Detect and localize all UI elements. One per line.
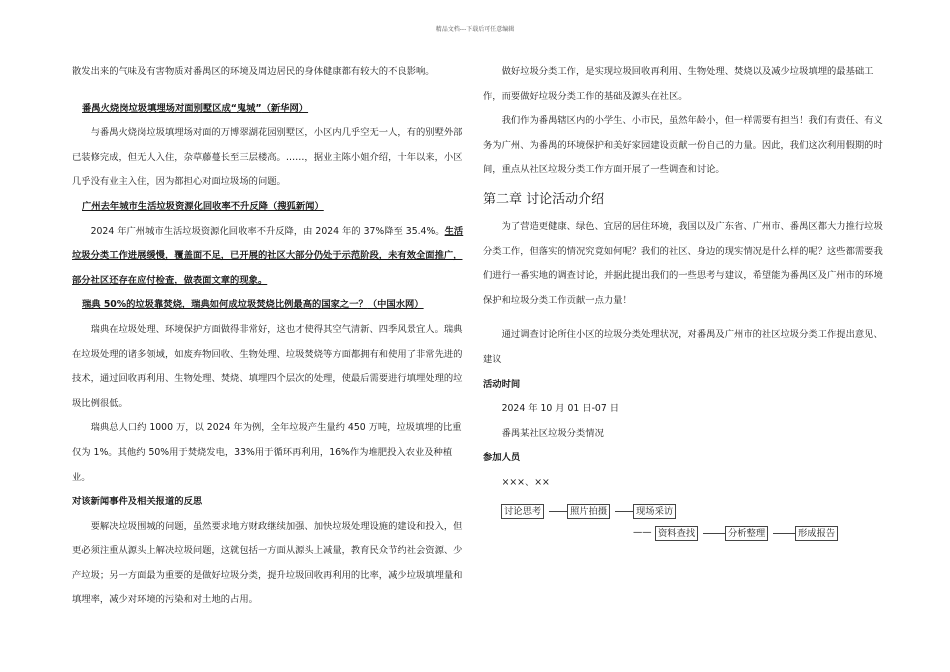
flow-step: 分析整理 xyxy=(725,526,768,541)
paragraph: 与番禺火烧岗垃圾填埋场对面的万博翠湖花园别墅区，小区内几乎空无一人，有的别墅外部已装修完成，但无人入住，杂草藤蔓长至三层楼高。……，据业主陈小姐介绍，十年以来，小区几乎没有业主入住，因为都担心对面垃圾场的问题。 xyxy=(72,127,463,188)
news-headline-3: 瑞典 50%的垃圾靠焚烧，瑞典如何成垃圾焚烧比例最高的国家之一？（中国水网） xyxy=(82,299,424,311)
paragraph: 我们作为番禺辖区内的小学生、小市民，虽然年龄小，但一样需要有担当！我们有责任、有义务为广州、为番禺的环境保护和美好家园建设贡献一份自己的力量。因此，我们这次利用假期的时间，重点从社区垃圾分类工作方面开展了一些调查和讨论。 xyxy=(483,115,883,176)
section-title: 对该新闻事件及相关报道的反思 xyxy=(72,496,203,508)
flow-step: 照片拍摄 xyxy=(567,504,610,519)
time-value: 2024 年 10 月 01 日-07 日 xyxy=(501,403,620,415)
page-header: 精品文档---下载后可任意编辑 xyxy=(435,26,515,33)
flow-dash: —— xyxy=(633,526,652,538)
flow-step: 讨论思考 xyxy=(501,504,544,519)
flow-connector xyxy=(615,511,633,512)
flow-diagram xyxy=(483,502,883,562)
paragraph: 通过调查讨论所住小区的垃圾分类处理状况，对番禺及广州市的社区垃圾分类工作提出意见、建议 xyxy=(483,329,883,365)
news-headline-2: 广州去年城市生活垃圾资源化回收率不升反降（搜狐新闻） xyxy=(82,200,324,212)
left-column xyxy=(72,60,464,613)
flow-connector xyxy=(549,511,567,512)
paragraph: 做好垃圾分类工作，是实现垃圾回收再利用、生物处理、焚烧以及减少垃圾填埋的最基础工作，而要做好垃圾分类工作的基础及源头在社区。 xyxy=(483,66,874,102)
news-source: （中国水网） xyxy=(367,299,424,311)
news-headline-1: 番禺火烧岗垃圾填埋场对面别墅区成“鬼城”（新华网） xyxy=(82,102,309,114)
flow-step: 形成报告 xyxy=(795,526,838,541)
topic: 番禺某社区垃圾分类情况 xyxy=(501,427,604,439)
paragraph: 为了营造更健康、绿色、宜居的居住环境，我国以及广东省、广州市、番禺区都大力推行垃圾分类工作，但落实的情况究竟如何呢？我们的社区、身边的现实情况是什么样的呢？这些都需要我们进行一番实地的调查讨论，并据此提出我们的一些思考与建议，希望能为番禺区及广州市的环境保护和垃圾分类工作贡献一点力量！ xyxy=(483,220,883,306)
flow-connector xyxy=(703,533,725,534)
flow-step: 现场采访 xyxy=(633,504,676,519)
chapter-title: 第二章 讨论活动介绍 xyxy=(483,191,605,207)
emphasis-text: 生活垃圾分类工作进展缓慢，覆盖面不足，已开展的社区大部分仍处于示范阶段，未有效全面推广，部分社区还存在应付检查，做表面文章的现象。 xyxy=(72,225,464,286)
paragraph: 要解决垃圾围城的问题，虽然要求地方财政继续加强、加快垃圾处理设施的建设和投入，但更必须注重从源头上解决垃圾问题，这就包括一方面从源头上减量，教育民众节约社会资源、少产垃圾；另一方面最为重要的是做好垃圾分类，提升垃圾回收再利用的比率，减少垃圾填埋量和填埋率，减少对环境的污染和对土地的占用。 xyxy=(72,520,463,606)
paragraph: 2024 年广州城市生活垃圾资源化回收率不升反降，由 2024 年的 37%降至 35.4%。生活垃圾分类工作进展缓慢，覆盖面不足，已开展的社区大部分仍处于示范阶段，未有效全面推广，部分社区还存在应付检查，做表面文章的现象。 xyxy=(72,225,464,286)
flow-connector xyxy=(773,533,795,534)
right-column xyxy=(483,60,883,562)
time-label: 活动时间 xyxy=(483,378,521,390)
flow-step: 资料查找 xyxy=(655,526,698,541)
news-source: （新华网） xyxy=(261,102,309,114)
paragraph: 瑞典总人口约 1000 万，以 2024 年为例，全年垃圾产生量约 450 万吨，垃圾填埋的比重仅为 1%。其他约 50%用于焚烧发电，33%用于循环再利用，16%作为堆肥投入农业及种植业。 xyxy=(72,422,462,483)
paragraph: 散发出来的气味及有害物质对番禺区的环境及周边居民的身体健康都有较大的不良影响。 xyxy=(72,66,435,77)
members-label: 参加人员 xyxy=(483,452,521,464)
news-source: （搜狐新闻） xyxy=(267,200,324,212)
paragraph: 瑞典在垃圾处理、环境保护方面做得非常好，这也才使得其空气清新、四季风景宜人。瑞典在垃圾处理的诸多领域，如废弃物回收、生物处理、垃圾焚烧等方面都拥有和使用了非常先进的技术，通过回收再利用、生物处理、焚烧、填埋四个层次的处理，使最后需要进行填埋处理的垃圾比例很低。 xyxy=(72,323,463,409)
members-value: ×××、×× xyxy=(501,476,550,488)
